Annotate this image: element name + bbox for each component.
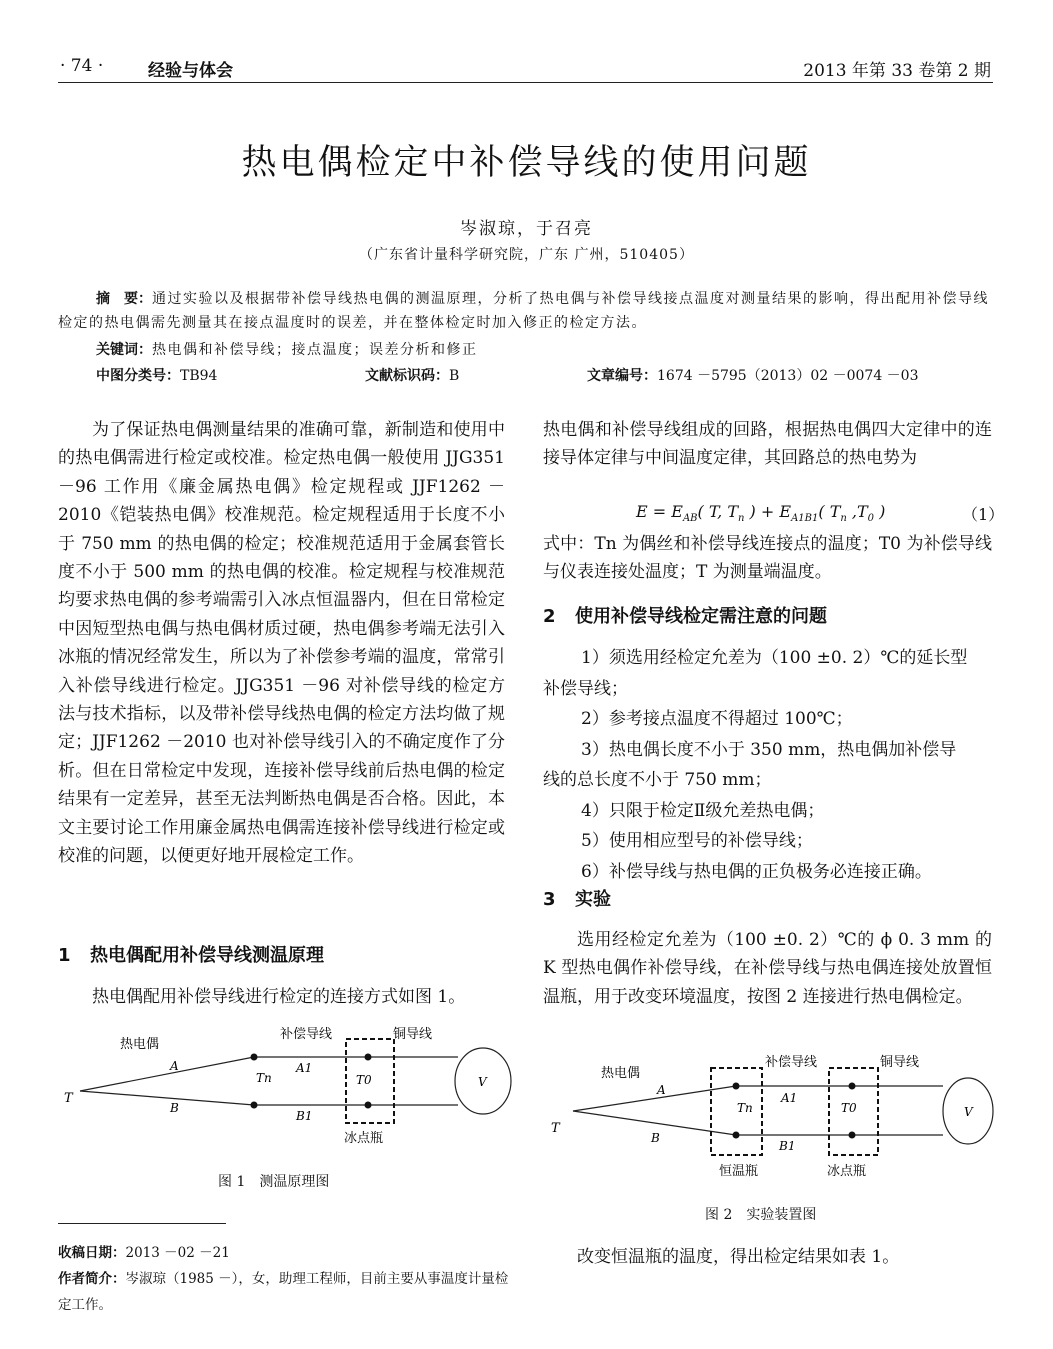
- right-paragraph-1: [543, 416, 992, 473]
- fig2-thermostat-label: 恒温瓶: [719, 1164, 759, 1179]
- footnote-rule: [58, 1223, 226, 1224]
- fig2-A: A: [657, 1083, 666, 1097]
- section-1-number: 1: [58, 945, 71, 966]
- intro-paragraph: [58, 416, 505, 871]
- clc-value: TB94: [180, 368, 218, 384]
- figure-1-caption: 图 1 测温原理图: [218, 1174, 330, 1190]
- received-date: 2013 －02 －21: [125, 1245, 230, 1261]
- fig2-comp-wire-label: 补偿导线: [765, 1055, 818, 1070]
- section-3-text: [543, 926, 992, 1011]
- keywords-label: 关键词：: [96, 342, 152, 358]
- requirements-list: [543, 643, 992, 887]
- section-1-title: 热电偶配用补偿导线测温原理: [90, 945, 324, 966]
- fig1-T0: T0: [356, 1073, 372, 1087]
- equation-1-number: （1）: [962, 505, 1005, 524]
- fig1-T: T: [64, 1091, 73, 1106]
- header-rule: [58, 82, 993, 83]
- article-value: 1674 －5795（2013）02 －0074 －03: [657, 368, 919, 384]
- list-item: 3）热电偶长度不小于 350 mm，热电偶加补偿导: [581, 739, 957, 760]
- article-number: [587, 365, 919, 385]
- fig1-B: B: [170, 1101, 179, 1115]
- section-2-number: 2: [543, 606, 556, 627]
- right-p1-text: 热电偶和补偿导线组成的回路，根据热电偶四大定律中的连接导体定律与中间温度定律，其回路总的热电势为: [543, 420, 992, 469]
- author-bio-label: 作者简介：: [58, 1271, 126, 1287]
- figure-2: [543, 1050, 998, 1185]
- doc-value: B: [449, 368, 460, 384]
- right-p2-text: 式中：Tn 为偶丝和补偿导线连接点的温度；T0 为补偿导线与仪表连接处温度；T 为测量端温度。: [543, 534, 992, 583]
- section-2-heading: [543, 602, 827, 628]
- fig2-A1: A1: [781, 1091, 798, 1105]
- fig2-T: T: [551, 1121, 560, 1136]
- fig2-thermocouple-label: 热电偶: [601, 1066, 641, 1081]
- fig1-ice-label: 冰点瓶: [344, 1131, 384, 1146]
- abstract-text: 通过实验以及根据带补偿导线热电偶的测温原理，分析了热电偶与补偿导线接点温度对测量结果的影响，得出配用补偿导线检定的热电偶需先测量其在接点温度时的误差，并在整体检定时加入修正的检定方法。: [58, 291, 989, 331]
- right-last-paragraph: [543, 1243, 992, 1271]
- footnote: [58, 1240, 513, 1318]
- right-paragraph-2: [543, 530, 992, 587]
- fig1-comp-wire-label: 补偿导线: [280, 1027, 333, 1042]
- figure-1: [58, 1020, 518, 1155]
- fig2-B1: B1: [779, 1139, 796, 1153]
- journal-section: 经验与体会: [148, 61, 233, 81]
- doc-label: 文献标识码：: [365, 368, 449, 384]
- list-item: 5）使用相应型号的补偿导线；: [581, 831, 813, 851]
- keywords: [96, 339, 478, 359]
- section-1-heading: [58, 941, 324, 967]
- doc-code: [365, 365, 459, 385]
- fig1-thermocouple-label: 热电偶: [120, 1037, 160, 1052]
- article-label: 文章编号：: [587, 368, 657, 384]
- fig1-B1: B1: [296, 1109, 313, 1123]
- equation-1: $E = E_{AB}$( T, $T_n$ ) + $E_{A1B1}$( $T_n$ $,T_0$ ): [636, 502, 886, 525]
- list-item: 补偿导线；: [543, 678, 628, 699]
- fig1-A: A: [170, 1059, 179, 1073]
- intro-text: 为了保证热电偶测量结果的准确可靠，新制造和使用中的热电偶需进行检定或校准。检定热电偶一般使用 JJG351 －96 工作用《廉金属热电偶》检定规程或 JJF1262 －2010《铠装热电偶》校准规范。检定规程适用于长度不小于 750 mm 的热电偶的检定；校准规范适用于金属套管长度不小于 500 mm 的热电偶的校准。检定规程与校准规范均要求热电偶的参考端需引入冰点恒温器内，但在日常检定中因短型热电偶与热电偶材质过硬，热电偶参考端无法引入冰瓶的情况经常发生，所以为了补偿参考端的温度，常常引入补偿导线进行检定。JJG351 －96 对补偿导线的检定方法与技术指标，以及带补偿导线热电偶的检定方法均做了规定；JJF1262 －2010 也对补偿导线引入的不确定度作了分析。但在日常检定中发现，连接补偿导线前后热电偶的检定结果有一定差异，甚至无法判断热电偶是否合格。因此，本文主要讨论工作用廉金属热电偶需连接补偿导线进行检定或校准的问题，以便更好地开展检定工作。: [58, 420, 505, 867]
- received-label: 收稿日期：: [58, 1245, 126, 1261]
- paper-title: 热电偶检定中补偿导线的使用问题: [241, 143, 812, 183]
- right-last-text: 改变恒温瓶的温度，得出检定结果如表 1。: [577, 1247, 900, 1267]
- section-3-number: 3: [543, 889, 556, 910]
- list-item: 线的总长度不小于 750 mm；: [543, 770, 772, 790]
- list-item: 4）只限于检定Ⅱ级允差热电偶；: [581, 800, 825, 821]
- author-bio: 岑淑琼（1985 －），女，助理工程师，目前主要从事温度计量检定工作。: [58, 1271, 509, 1313]
- keywords-text: 热电偶和补偿导线；接点温度；误差分析和修正: [152, 342, 478, 358]
- fig2-V: V: [964, 1105, 973, 1119]
- section-3-heading: [543, 885, 611, 911]
- abstract-label: 摘 要：: [96, 291, 152, 307]
- affiliation: （广东省计量科学研究院，广东 广州，510405）: [359, 247, 694, 263]
- fig1-A1: A1: [296, 1061, 313, 1075]
- fig1-V: V: [478, 1075, 487, 1089]
- authors: 岑淑琼，于召亮: [460, 219, 593, 239]
- list-item: 6）补偿导线与热电偶的正负极务必连接正确。: [581, 861, 932, 882]
- issue-info: 2013 年第 33 卷第 2 期: [803, 61, 991, 81]
- clc-code: [96, 365, 217, 385]
- fig1-copper-wire-label: 铜导线: [393, 1027, 433, 1042]
- figure-2-caption: 图 2 实验装置图: [705, 1207, 817, 1223]
- fig2-copper-wire-label: 铜导线: [880, 1055, 920, 1070]
- section-3-paragraph: 选用经检定允差为（100 ±0. 2）℃的 ϕ 0. 3 mm 的 K 型热电偶作补偿导线，在补偿导线与热电偶连接处放置恒温瓶，用于改变环境温度，按图 2 连接进行热电偶检定。: [543, 930, 992, 1007]
- section-1-text: [58, 983, 505, 1011]
- fig2-ice-label: 冰点瓶: [827, 1164, 867, 1179]
- fig2-Tn: Tn: [737, 1101, 753, 1115]
- section-1-paragraph: 热电偶配用补偿导线进行检定的连接方式如图 1。: [92, 987, 466, 1007]
- abstract: [58, 287, 993, 335]
- list-item: 1）须选用经检定允差为（100 ±0. 2）℃的延长型: [581, 648, 968, 668]
- page-number: · 74 ·: [60, 56, 104, 76]
- fig1-Tn: Tn: [256, 1071, 272, 1085]
- list-item: 2）参考接点温度不得超过 100℃；: [581, 709, 853, 729]
- clc-label: 中图分类号：: [96, 368, 180, 384]
- fig2-B: B: [651, 1131, 660, 1145]
- fig2-T0: T0: [841, 1101, 857, 1115]
- section-3-title: 实验: [575, 889, 611, 910]
- section-2-title: 使用补偿导线检定需注意的问题: [575, 606, 827, 627]
